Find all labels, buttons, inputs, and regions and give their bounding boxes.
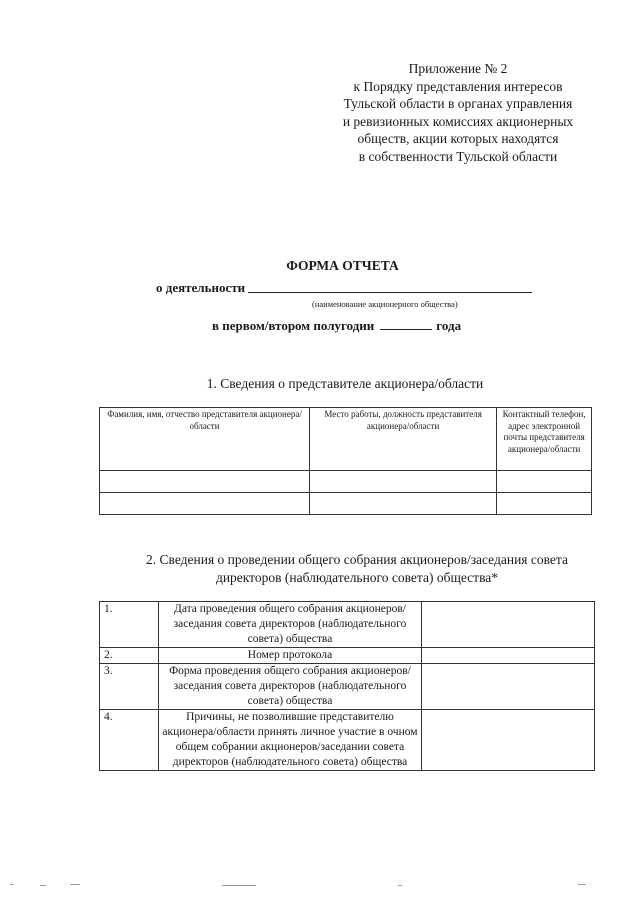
representative-table [99,407,592,515]
header-cell-fio: Фамилия, имя, отчество представителя акционера/области [100,408,310,471]
activity-label: о деятельности [156,280,246,295]
activity-fill-line[interactable] [248,292,532,293]
row-value[interactable] [421,710,594,771]
table-row [100,648,595,664]
table-cell[interactable] [310,493,497,515]
halfyear-suffix: года [436,318,462,333]
form-title: ФОРМА ОТЧЕТА [286,258,399,273]
halfyear-prefix: в первом/втором полугодии [212,318,375,333]
appendix-line: в собственности Тульской области [358,148,558,164]
meeting-table [99,601,595,771]
row-number: 3. [100,664,159,710]
row-label: Дата проведения общего собрания акционеров/заседания совета директоров (наблюдательного совета) общества [158,602,421,648]
header-cell-contacts: Контактный телефон, адрес электронной почты представителя акционера/области [497,408,592,471]
header-cell-workplace: Место работы, должность представителя акционера/области [310,408,497,471]
section2-title: 2. Сведения о проведении общего собрания акционеров/заседания совета директоров (наблюдательного совета) общества* [146,552,568,585]
table-header-row [100,408,592,471]
year-fill-line[interactable] [380,318,432,330]
appendix-line: Приложение № 2 [408,61,508,76]
table-row [100,471,592,493]
row-number: 4. [100,710,159,771]
table-cell[interactable] [497,493,592,515]
activity-caption: (наименование акционерного общества) [312,299,458,309]
table-cell[interactable] [497,471,592,493]
scan-speck [70,884,80,885]
row-label: Причины, не позволившие представителю акционера/области принять личное участие в очном общем собрании акционеров/заседании совета директоров (наблюдательного совета) общества [158,710,421,771]
table-row [100,664,595,710]
row-label: Форма проведения общего собрания акционеров/заседания совета директоров (наблюдательного совета) общества [158,664,421,710]
table-cell[interactable] [100,493,310,515]
row-value[interactable] [421,664,594,710]
section1-title: 1. Сведения о представителе акционера/области [206,376,484,391]
table-row [100,602,595,648]
scan-speck [222,885,256,886]
row-number: 1. [100,602,159,648]
table-row [100,710,595,771]
table-row [100,493,592,515]
table-cell[interactable] [310,471,497,493]
row-label: Номер протокола [158,648,421,664]
row-number: 2. [100,648,159,664]
row-value[interactable] [421,648,594,664]
table-cell[interactable] [100,471,310,493]
appendix-line: к Порядку представления интересов [353,78,563,94]
appendix-line: обществ, акции которых находятся [357,131,559,146]
scan-speck [40,885,46,886]
appendix-header [318,60,598,165]
row-value[interactable] [421,602,594,648]
scan-speck [398,885,402,886]
scan-speck [10,884,13,885]
scan-speck [578,884,586,885]
appendix-line: Тульской области в органах управления [343,96,573,111]
appendix-line: и ревизионных комиссиях акционерных [342,113,574,129]
halfyear-row [212,318,461,334]
